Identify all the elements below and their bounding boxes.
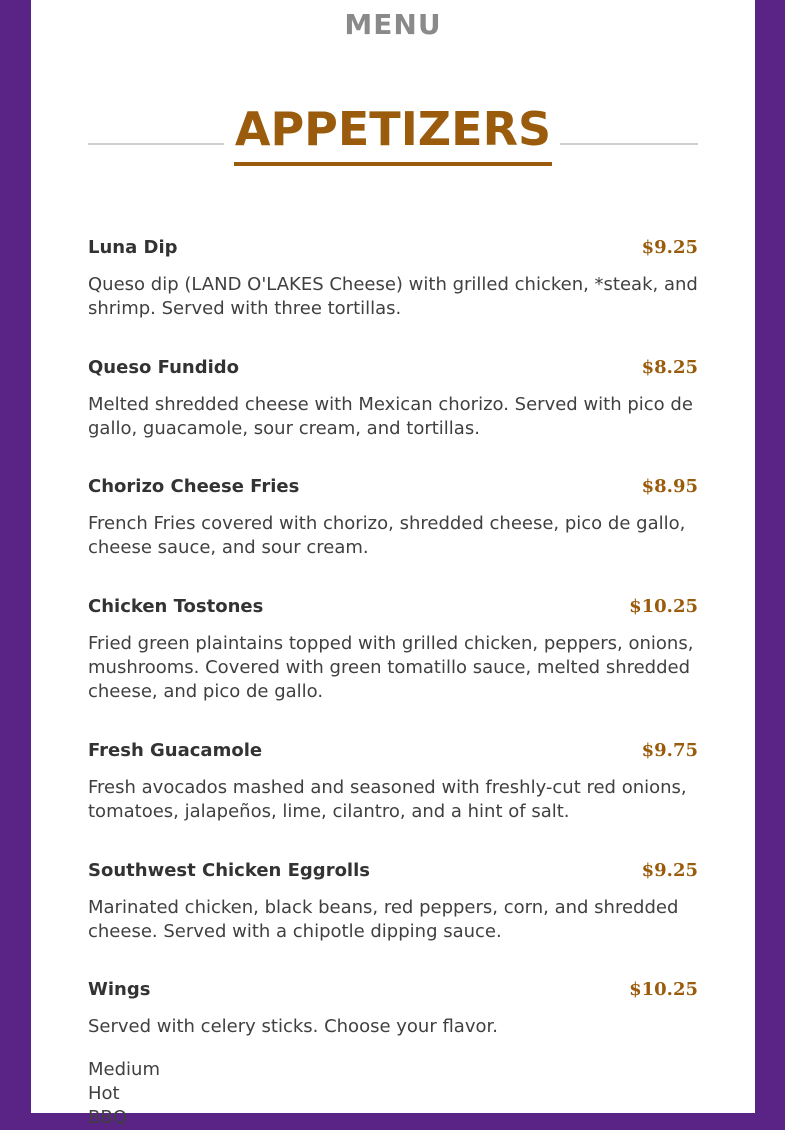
flavor-option: BBQ: [88, 1107, 127, 1128]
flavor-option: Medium: [88, 1059, 160, 1080]
item-name: Southwest Chicken Eggrolls: [88, 860, 370, 881]
menu-page: [31, 0, 755, 1128]
item-description: Queso dip (LAND O'LAKES Cheese) with grilled chicken, *steak, and shrimp. Served with three tortillas.: [88, 274, 698, 319]
item-description: Served with celery sticks. Choose your flavor.: [88, 1016, 498, 1037]
item-description: Melted shredded cheese with Mexican chorizo. Served with pico de gallo, guacamole, sour cream, and tortillas.: [88, 394, 693, 439]
item-name: Fresh Guacamole: [88, 740, 263, 761]
item-description: Fried green plaintains topped with grilled chicken, peppers, onions, mushrooms. Covered with green tomatillo sauce, melted shredded cheese, and pico de gallo.: [88, 633, 694, 702]
menu-title: MENU: [344, 8, 442, 41]
item-price: $10.25: [629, 979, 698, 1000]
item-price: $10.25: [629, 596, 698, 617]
menu-item: [88, 237, 698, 321]
item-price: $8.95: [641, 476, 698, 497]
item-name: Luna Dip: [88, 237, 178, 258]
section-header: [88, 100, 698, 180]
menu-item: [88, 740, 698, 824]
item-description: French Fries covered with chorizo, shredded cheese, pico de gallo, cheese sauce, and sour cream.: [88, 513, 686, 558]
menu-item: [88, 596, 698, 704]
item-price: $9.25: [641, 860, 698, 881]
item-description: Fresh avocados mashed and seasoned with freshly-cut red onions, tomatoes, jalapeños, lime, cilantro, and a hint of salt.: [88, 777, 687, 822]
item-name: Chorizo Cheese Fries: [88, 476, 300, 497]
section-title: APPETIZERS: [234, 102, 552, 166]
menu-item: [88, 476, 698, 560]
section-rule-right: [560, 143, 698, 145]
flavor-option: Hot: [88, 1083, 120, 1104]
flavor-list: [88, 1058, 698, 1130]
item-description: Marinated chicken, black beans, red peppers, corn, and shredded cheese. Served with a chipotle dipping sauce.: [88, 897, 679, 942]
item-name: Wings: [88, 979, 151, 1000]
menu-item: [88, 860, 698, 944]
section-rule-left: [88, 143, 224, 145]
item-price: $9.25: [641, 237, 698, 258]
item-name: Queso Fundido: [88, 357, 240, 378]
item-price: $8.25: [641, 357, 698, 378]
item-price: $9.75: [641, 740, 698, 761]
item-name: Chicken Tostones: [88, 596, 264, 617]
menu-item: [88, 357, 698, 441]
menu-item: [88, 979, 698, 1130]
